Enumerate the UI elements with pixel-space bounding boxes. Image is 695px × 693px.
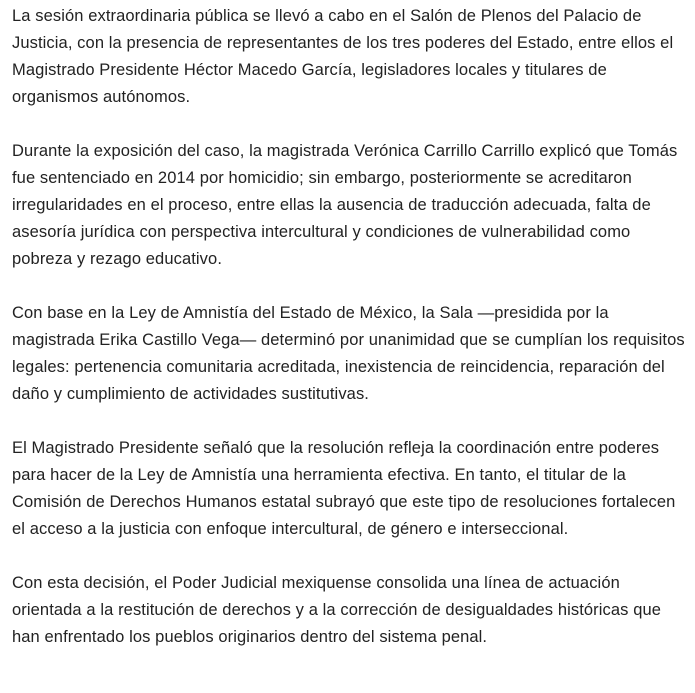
paragraph-3: Con base en la Ley de Amnistía del Estado de México, la Sala —presidida por la magistrada Erika Castillo Vega— determinó por unanimidad que se cumplían los requisitos legales: pertenencia comunitaria acreditada, inexistencia de reincidencia, reparación del daño y cumplimiento de actividades sustitutivas. (12, 304, 685, 403)
paragraph-5: Con esta decisión, el Poder Judicial mexiquense consolida una línea de actuación orientada a la restitución de derechos y a la corrección de desigualdades históricas que han enfrentado los pueblos originarios dentro del sistema penal. (12, 574, 662, 646)
paragraph-2: Durante la exposición del caso, la magistrada Verónica Carrillo Carrillo explicó que Tomás fue sentenciado en 2014 por homicidio; sin embargo, posteriormente se acreditaron irregularidades en el proceso, entre ellas la ausencia de traducción adecuada, falta de asesoría jurídica con perspectiva intercultural y condiciones de vulnerabilidad como pobreza y rezago educativo. (12, 142, 678, 268)
paragraph-4: El Magistrado Presidente señaló que la resolución refleja la coordinación entre poderes para hacer de la Ley de Amnistía una herramienta efectiva. En tanto, el titular de la Comisión de Derechos Humanos estatal subrayó que este tipo de resoluciones fortalecen el acceso a la justicia con enfoque intercultural, de género e interseccional. (12, 439, 676, 538)
paragraph-1: La sesión extraordinaria pública se llevó a cabo en el Salón de Plenos del Palacio de Justicia, con la presencia de representantes de los tres poderes del Estado, entre ellos el Magistrado Presidente Héctor Macedo García, legisladores locales y titulares de organismos autónomos. (12, 7, 674, 106)
